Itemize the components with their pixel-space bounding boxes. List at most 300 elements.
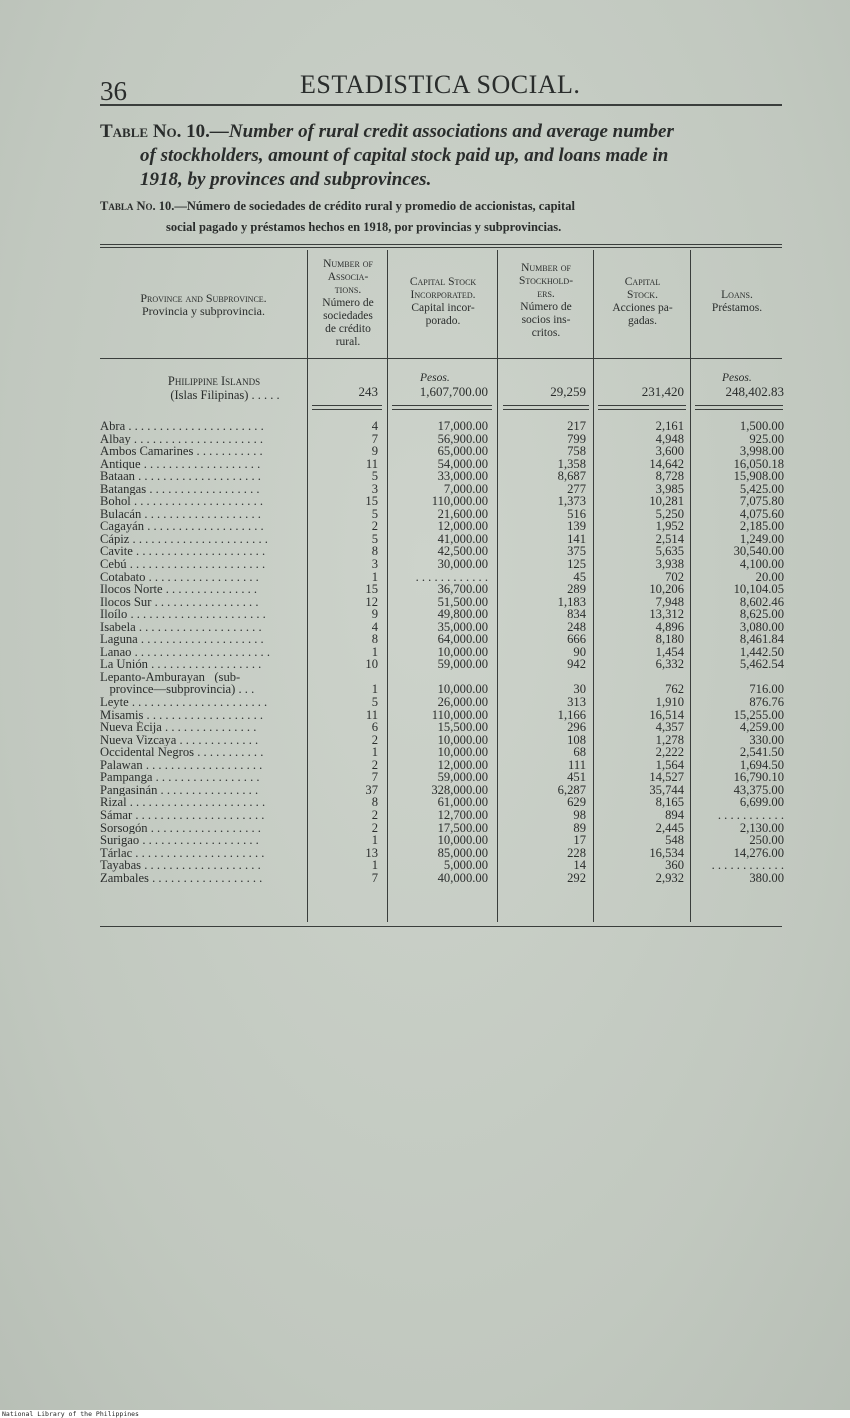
capital-incorporated-cell: 59,000.00 <box>437 657 488 672</box>
header-loans-es: Préstamos. <box>711 302 763 314</box>
leader-dots: . . . . . . . . . . . . . . . . . . . . <box>134 470 261 483</box>
stockholders-cell: 758 <box>567 444 586 459</box>
total-rule-1b <box>312 409 382 410</box>
loans-cell: 250.00 <box>749 833 784 848</box>
province-name <box>100 734 305 747</box>
capital-incorporated-cell: 15,500.00 <box>437 720 488 735</box>
stockholders-cell: 375 <box>567 544 586 559</box>
province-label: Pangasinán <box>100 783 158 797</box>
associations-cell: 5 <box>371 469 378 484</box>
capital-stock-cell: 762 <box>665 682 684 697</box>
capital-incorporated-cell: 10,000.00 <box>437 644 488 659</box>
loans-cell: 2,130.00 <box>739 820 784 835</box>
province-name <box>100 822 305 835</box>
capital-incorporated-cell: 64,000.00 <box>437 632 488 647</box>
province-name <box>100 621 305 634</box>
capital-incorporated-cell: 110,000.00 <box>431 494 488 509</box>
loans-cell: 3,080.00 <box>739 619 784 634</box>
leader-dots: . . . . . . . . . . . . . . . . . . <box>147 658 262 671</box>
province-label: Leyte <box>100 696 129 709</box>
capital-incorporated-cell: . . . . . . . . . . . . <box>415 569 488 584</box>
province-label: Tárlac <box>100 846 133 860</box>
stockholders-cell: 139 <box>567 519 586 534</box>
stockholders-cell: 1,183 <box>557 594 586 609</box>
stockholders-cell: 834 <box>567 607 586 622</box>
header-stockholders-es-3: critos. <box>531 327 561 339</box>
province-name <box>100 533 305 546</box>
stockholders-cell: 1,373 <box>557 494 586 509</box>
stockholders-cell: 30 <box>573 682 586 697</box>
header-associations-es-1: Número de <box>322 297 374 309</box>
loans-cell: 15,255.00 <box>733 707 784 722</box>
stockholders-cell: 248 <box>567 619 586 634</box>
stockholders-cell: 89 <box>573 820 586 835</box>
province-label: Rizal <box>100 796 127 809</box>
capital-stock-cell: 1,564 <box>655 757 684 772</box>
total-row-label <box>100 374 300 402</box>
table-title-line-3: 1918, by provinces and subprovinces. <box>140 169 432 190</box>
total-label-en: Philippine Islands <box>167 374 261 388</box>
associations-cell: 1 <box>371 833 378 848</box>
province-label: Tayabas <box>100 859 142 872</box>
leader-dots: . . . . . . . . . . . . . . . . . . <box>148 871 263 885</box>
capital-incorporated-cell: 328,000.00 <box>431 782 488 797</box>
province-name <box>100 571 305 584</box>
header-capital-inc-en-2: Incorporated. <box>410 289 476 301</box>
loans-cell: 15,908.00 <box>733 469 784 484</box>
province-name <box>100 470 305 483</box>
province-name <box>100 608 305 621</box>
stockholders-cell: 14 <box>573 858 586 873</box>
column-divider-4 <box>593 250 594 922</box>
table-bottom-rule <box>100 926 782 927</box>
loans-cell: 20.00 <box>755 569 784 584</box>
province-label: Surigao <box>100 834 140 847</box>
associations-cell: 10 <box>365 657 378 672</box>
leader-dots: . . . . . . . . . . . . . . . . . . . . . <box>130 432 264 446</box>
header-rule <box>100 104 782 106</box>
stockholders-cell: 141 <box>567 531 586 546</box>
associations-cell: 2 <box>371 757 378 772</box>
header-stockholders-en-1: Number of <box>521 262 571 274</box>
loans-cell: 7,075.80 <box>739 494 784 509</box>
loans-cell: 2,541.50 <box>739 745 784 760</box>
capital-incorporated-cell: 49,800.00 <box>437 607 488 622</box>
total-loans: 248,402.83 <box>725 384 784 399</box>
capital-incorporated-cell: 40,000.00 <box>437 870 488 885</box>
leader-dots: . . . . . . . . . . . . . . . . . . . <box>141 507 261 521</box>
province-label: Zambales <box>100 871 149 885</box>
stockholders-cell: 68 <box>573 745 586 760</box>
capital-stock-cell: 5,635 <box>655 544 684 559</box>
header-capital-inc-es-2: porado. <box>425 315 461 327</box>
loans-cell: 8,602.46 <box>739 594 784 609</box>
associations-cell: 7 <box>371 870 378 885</box>
leader-dots: . . . . . . . . . . . . . . . . . . . <box>144 520 264 533</box>
province-label: Sorsogón <box>100 821 148 835</box>
associations-cell: 1 <box>371 858 378 873</box>
tabla-title-lead: Tabla No. 10. <box>100 199 175 213</box>
running-head: ESTADISTICA SOCIAL. <box>300 70 581 99</box>
associations-cell: 7 <box>371 770 378 785</box>
associations-cell: 9 <box>371 607 378 622</box>
associations-cell: 1 <box>371 682 378 697</box>
leader-dots: . . . . . . . . . . . . . . . . <box>157 783 259 797</box>
leader-dots: . . . . . . . . . . . . . . . . . . . . . . <box>126 796 266 809</box>
province-label: Misamis <box>100 708 144 722</box>
capital-stock-cell: 1,278 <box>655 732 684 747</box>
loans-cell: 5,425.00 <box>739 481 784 496</box>
leader-dots: . . . . . . . . . . . . . . . <box>161 721 257 734</box>
stockholders-cell: 313 <box>567 695 586 710</box>
associations-cell: 8 <box>371 795 378 810</box>
total-rule-1a <box>312 405 382 406</box>
header-stockholders-en-2: Stockhold- <box>518 275 574 287</box>
province-label: Nueva Écija <box>100 721 162 734</box>
stockholders-cell: 666 <box>567 632 586 647</box>
province-label: Ilocos Norte <box>100 583 163 596</box>
total-rule-3b <box>503 409 589 410</box>
province-name <box>100 646 305 659</box>
province-label: Cápiz <box>100 532 130 546</box>
capital-stock-cell: 1,952 <box>655 519 684 534</box>
leader-dots: . . . . . . . . . . . . . . . . . . . . . . <box>127 608 266 621</box>
stockholders-cell: 799 <box>567 431 586 446</box>
leader-dots: . . . . . . . . . . . . . . . . . . . . <box>135 620 262 634</box>
province-label: Nueva Vizcaya <box>100 733 177 747</box>
header-stockholders-en-3: ers. <box>537 288 555 300</box>
header-capital-incorporated <box>388 276 498 328</box>
capital-stock-cell: 8,165 <box>655 795 684 810</box>
capital-incorporated-cell: 17,000.00 <box>437 419 488 433</box>
loans-cell: 4,075.60 <box>739 506 784 521</box>
capital-stock-cell: 10,281 <box>649 494 684 509</box>
associations-cell: 15 <box>365 494 378 509</box>
province-name <box>100 633 305 646</box>
province-name <box>100 721 305 734</box>
province-label: Cavite <box>100 545 133 559</box>
header-province <box>100 292 307 318</box>
leader-dots: . . . . . . . . . . . . . . . . . . . <box>139 834 259 847</box>
province-name <box>100 696 305 709</box>
province-name <box>100 784 305 797</box>
leader-dots: . . . . . . . . . . . . . . . . . . . <box>140 457 261 471</box>
capital-stock-cell: 548 <box>665 833 684 848</box>
stockholders-cell: 942 <box>567 657 586 672</box>
stockholders-cell: 228 <box>567 845 586 860</box>
stockholders-cell: 217 <box>567 419 586 433</box>
province-name <box>100 520 305 533</box>
loans-cell: 3,998.00 <box>739 444 784 459</box>
loans-cell: 43,375.00 <box>733 782 784 797</box>
capital-stock-cell: 16,514 <box>649 707 684 722</box>
total-associations: 243 <box>358 384 378 399</box>
leader-dots: . . . . . . . . . . . . . . . . . . . . . . <box>131 645 270 659</box>
loans-cell: 4,100.00 <box>739 557 784 572</box>
loans-cell: 876.76 <box>749 695 784 710</box>
province-name <box>100 433 305 446</box>
associations-cell: 8 <box>371 544 378 559</box>
leader-dots: . . . . . . . . . . . . . . . . . . <box>147 821 261 835</box>
capital-incorporated-cell: 26,000.00 <box>437 695 488 710</box>
header-loans <box>691 289 783 315</box>
capital-stock-cell: 2,161 <box>655 419 684 433</box>
stockholders-cell: 289 <box>567 582 586 597</box>
associations-cell: 6 <box>371 720 378 735</box>
page-number: 36 <box>100 76 127 106</box>
table-top-rule <box>100 244 782 245</box>
associations-cell: 7 <box>371 431 378 446</box>
total-rule-3a <box>503 405 589 406</box>
table-header-bottom-rule <box>100 358 782 359</box>
loans-cell: 30,540.00 <box>733 544 784 559</box>
stockholders-cell: 98 <box>573 807 586 822</box>
stockholders-cell: 8,687 <box>557 469 586 484</box>
province-name <box>100 809 305 822</box>
capital-stock-cell: 2,445 <box>655 820 684 835</box>
leader-dots: . . . . . . . . . . . . . . . . . . . . . . <box>128 696 268 709</box>
province-name <box>100 771 305 784</box>
province-label: Laguna <box>100 633 138 646</box>
province-label: Bohol <box>100 495 131 508</box>
associations-cell: 15 <box>365 582 378 597</box>
associations-cell: 37 <box>365 782 378 797</box>
capital-incorporated-cell: 56,900.00 <box>437 431 488 446</box>
total-stockholders: 29,259 <box>550 384 586 399</box>
capital-stock-cell: 35,744 <box>649 782 684 797</box>
total-rule-2b <box>392 409 492 410</box>
province-name <box>100 847 305 860</box>
associations-cell: 3 <box>371 481 378 496</box>
loans-cell: 4,259.00 <box>739 720 784 735</box>
header-capital-stock-es-2: gadas. <box>627 315 658 327</box>
province-name <box>100 596 305 609</box>
capital-incorporated-cell: 35,000.00 <box>437 619 488 634</box>
province-label: Cebú <box>100 558 127 571</box>
unit-capital-incorporated: Pesos. <box>420 372 450 384</box>
leader-dots: . . . . . . . . . . . <box>193 445 263 458</box>
capital-incorporated-cell: 17,500.00 <box>437 820 488 835</box>
capital-stock-cell: 5,250 <box>655 506 684 521</box>
capital-incorporated-cell: 30,000.00 <box>437 557 488 572</box>
capital-incorporated-cell: 10,000.00 <box>437 682 488 697</box>
loans-cell: 16,050.18 <box>733 456 784 471</box>
loans-cell: . . . . . . . . . . . . <box>711 858 784 873</box>
province-label: province—subprovincia) . . . <box>100 683 255 697</box>
unit-loans: Pesos. <box>722 372 752 384</box>
loans-cell: 8,625.00 <box>739 607 784 622</box>
leader-dots: . . . . . . . . . . . . . . . . . . . . . . <box>129 532 268 546</box>
header-capital-stock <box>594 276 691 328</box>
stockholders-cell: 111 <box>568 757 586 772</box>
capital-stock-cell: 4,948 <box>655 431 684 446</box>
table-title-spanish <box>100 196 786 238</box>
header-capital-inc-es-1: Capital incor- <box>411 302 475 314</box>
province-name <box>100 583 305 596</box>
province-name <box>100 683 305 696</box>
header-associations-es-3: de crédito <box>325 323 371 335</box>
header-loans-en: Loans. <box>721 289 753 301</box>
capital-stock-cell: 6,332 <box>655 657 684 672</box>
header-capital-stock-en-1: Capital <box>624 276 661 288</box>
leader-dots: . . . . . . . . . . . . . . . . . . . . <box>137 633 264 646</box>
capital-incorporated-cell: 42,500.00 <box>437 544 488 559</box>
header-associations-es-2: sociedades <box>323 310 373 322</box>
capital-incorporated-cell: 7,000.00 <box>443 481 488 496</box>
leader-dots: . . . . . . . . . . . . . <box>176 733 259 747</box>
stockholders-cell: 17 <box>573 833 586 848</box>
province-name <box>100 508 305 521</box>
leader-dots: . . . . . . . . . . . <box>194 746 264 759</box>
stockholders-cell: 277 <box>567 481 586 496</box>
column-divider-5 <box>690 250 691 922</box>
capital-incorporated-cell: 12,000.00 <box>437 519 488 534</box>
capital-stock-cell: 13,312 <box>649 607 684 622</box>
associations-cell: 2 <box>371 807 378 822</box>
province-label: Palawan <box>100 758 143 772</box>
leader-dots: . . . . . . . . . . . . . . . . . . . . . <box>132 808 265 822</box>
total-rule-2a <box>392 405 492 406</box>
capital-stock-cell: 2,222 <box>655 745 684 760</box>
province-label: Sámar <box>100 808 133 822</box>
capital-incorporated-cell: 59,000.00 <box>437 770 488 785</box>
total-rule-5b <box>695 409 783 410</box>
header-province-en: Province and Subprovince. <box>140 291 267 305</box>
associations-cell: 13 <box>365 845 378 860</box>
associations-cell: 1 <box>371 745 378 760</box>
capital-stock-cell: 4,357 <box>655 720 684 735</box>
province-label: Isabela <box>100 620 136 634</box>
capital-stock-cell: 360 <box>665 858 684 873</box>
loans-cell: 716.00 <box>749 682 784 697</box>
library-watermark: National Library of the Philippines <box>0 1410 850 1418</box>
loans-cell: 10,104.05 <box>733 582 784 597</box>
stockholders-cell: 108 <box>567 732 586 747</box>
column-divider-1 <box>307 250 308 922</box>
leader-dots: . . . . . . . . . . . . . . . . . . . <box>142 758 263 772</box>
header-associations-es-4: rural. <box>335 336 361 348</box>
stockholders-cell: 451 <box>567 770 586 785</box>
associations-cell: 4 <box>371 419 378 433</box>
capital-stock-cell: 16,534 <box>649 845 684 860</box>
capital-incorporated-cell: 85,000.00 <box>437 845 488 860</box>
leader-dots: . . . . . . . . . . . . . . . <box>162 583 258 596</box>
province-label: Lepanto-Amburayan (sub- <box>100 670 241 684</box>
associations-cell: 5 <box>371 531 378 546</box>
capital-stock-cell: 894 <box>665 807 684 822</box>
associations-cell: 2 <box>371 820 378 835</box>
column-divider-2 <box>387 250 388 922</box>
header-stockholders-es-1: Número de <box>520 301 572 313</box>
capital-stock-cell: 1,910 <box>655 695 684 710</box>
leader-dots: . . . . . . . . . . . . . . . . . . <box>146 482 260 496</box>
loans-cell: 1,694.50 <box>739 757 784 772</box>
capital-stock-cell: 8,180 <box>655 632 684 647</box>
associations-cell: 11 <box>365 707 378 722</box>
loans-cell: . . . . . . . . . . . <box>717 807 784 822</box>
loans-cell: 1,500.00 <box>739 419 784 433</box>
capital-stock-cell: 7,948 <box>655 594 684 609</box>
stockholders-cell: 90 <box>573 644 586 659</box>
capital-incorporated-cell: 54,000.00 <box>437 456 488 471</box>
capital-stock-cell: 702 <box>665 569 684 584</box>
stockholders-cell: 45 <box>573 569 586 584</box>
capital-incorporated-cell: 21,600.00 <box>437 506 488 521</box>
province-name <box>100 483 305 496</box>
total-rule-4a <box>598 405 686 406</box>
province-label: Bataan <box>100 470 135 483</box>
header-capital-inc-en-1: Capital Stock <box>409 276 477 288</box>
total-label-es: (Islas Filipinas) . . . . . <box>170 388 280 402</box>
province-name <box>100 495 305 508</box>
header-associations-en-1: Number of <box>323 258 373 270</box>
province-name <box>100 545 305 558</box>
stockholders-cell: 125 <box>567 557 586 572</box>
province-label: Antique <box>100 457 141 471</box>
province-name <box>100 458 305 471</box>
capital-stock-cell: 1,454 <box>655 644 684 659</box>
loans-cell: 5,462.54 <box>739 657 784 672</box>
province-label: Pampanga <box>100 771 153 784</box>
stockholders-cell: 629 <box>567 795 586 810</box>
stockholders-cell: 516 <box>567 506 586 521</box>
capital-stock-cell: 4,896 <box>655 619 684 634</box>
province-label: Bulacán <box>100 507 142 521</box>
total-capital-stock: 231,420 <box>641 384 684 399</box>
associations-cell: 4 <box>371 619 378 634</box>
loans-cell: 2,185.00 <box>739 519 784 534</box>
stockholders-cell: 1,358 <box>557 456 586 471</box>
capital-stock-cell: 3,985 <box>655 481 684 496</box>
table-top-rule-2 <box>100 247 782 248</box>
province-label: Ilocos Sur <box>100 595 152 609</box>
capital-stock-cell: 2,932 <box>655 870 684 885</box>
loans-cell: 330.00 <box>749 732 784 747</box>
province-label: Occidental Negros <box>100 746 195 759</box>
associations-cell: 3 <box>371 557 378 572</box>
capital-stock-cell: 3,600 <box>655 444 684 459</box>
province-name <box>100 796 305 809</box>
capital-stock-cell: 14,527 <box>649 770 684 785</box>
header-capital-stock-en-2: Stock. <box>627 289 658 301</box>
province-label: Albay <box>100 432 131 446</box>
header-stockholders <box>498 262 594 340</box>
capital-incorporated-cell: 41,000.00 <box>437 531 488 546</box>
province-name <box>100 859 305 872</box>
province-name <box>100 759 305 772</box>
province-label: Ambos Camarines <box>100 445 194 458</box>
province-name <box>100 658 305 671</box>
leader-dots: . . . . . . . . . . . . . . . . . . . . . . <box>125 420 264 433</box>
leader-dots: . . . . . . . . . . . . . . . . . . . . . . <box>126 558 266 571</box>
stockholders-cell: 292 <box>567 870 586 885</box>
capital-incorporated-cell: 51,500.00 <box>437 594 488 609</box>
capital-incorporated-cell: 110,000.00 <box>431 707 488 722</box>
table-title-line-1: —Number of rural credit associations and average number <box>209 121 674 142</box>
total-capital-incorporated: 1,607,700.00 <box>419 384 488 399</box>
capital-stock-cell: 10,206 <box>649 582 684 597</box>
capital-incorporated-cell: 10,000.00 <box>437 732 488 747</box>
header-stockholders-es-2: socios ins- <box>521 314 571 326</box>
capital-incorporated-cell: 10,000.00 <box>437 745 488 760</box>
loans-cell: 16,790.10 <box>733 770 784 785</box>
capital-incorporated-cell: 5,000.00 <box>443 858 488 873</box>
header-province-es: Provincia y subprovincia. <box>142 304 265 318</box>
province-label: Cotabato <box>100 570 146 584</box>
associations-cell: 11 <box>365 456 378 471</box>
capital-incorporated-cell: 61,000.00 <box>437 795 488 810</box>
header-associations <box>308 258 388 349</box>
